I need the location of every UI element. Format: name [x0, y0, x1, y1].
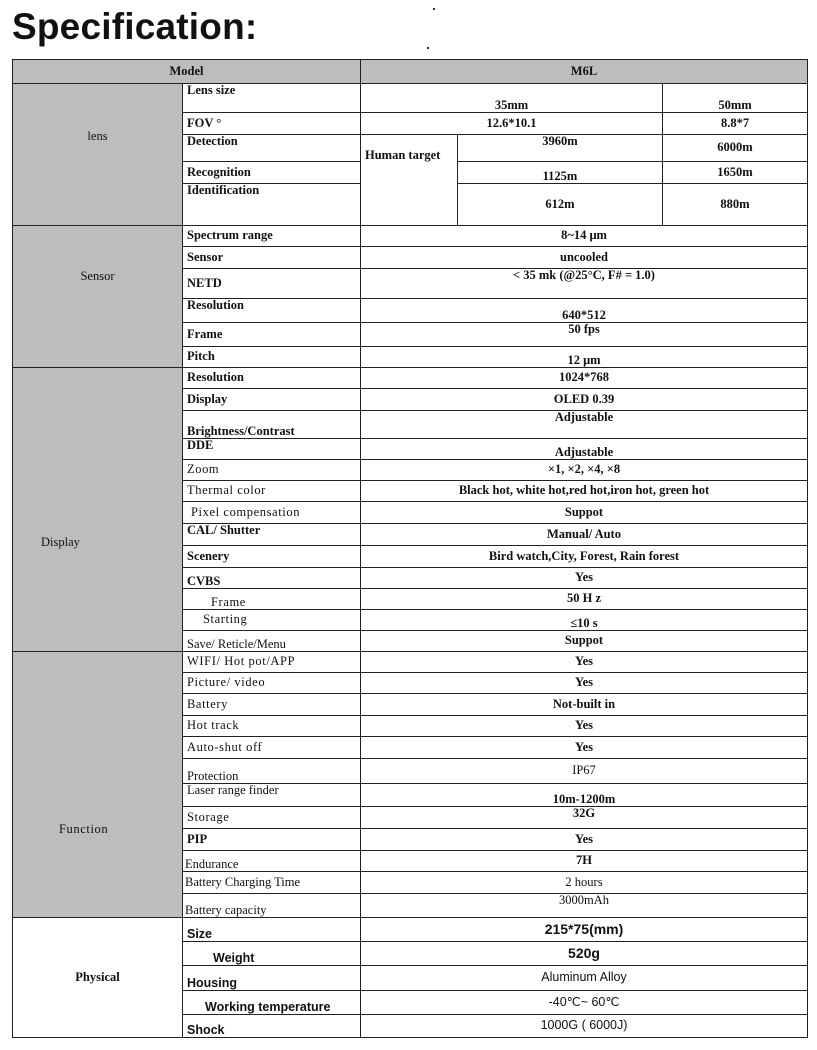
table-row: [13, 226, 808, 247]
param-label: NETD: [183, 269, 361, 299]
param-value: -40℃~ 60℃: [361, 991, 808, 1015]
param-value: Yes: [361, 829, 808, 851]
param-value: Yes: [361, 673, 808, 694]
param-value: 32G: [361, 807, 808, 829]
param-value: Adjustable: [361, 411, 808, 439]
param-label: Picture/ video: [183, 673, 361, 694]
param-label: Resolution: [183, 299, 361, 323]
param-label: Battery capacity: [183, 894, 361, 918]
param-label: FOV °: [183, 113, 361, 135]
param-label: Auto-shut off: [183, 737, 361, 759]
param-value: Yes: [361, 737, 808, 759]
param-label: Resolution: [183, 368, 361, 389]
table-row: [13, 368, 808, 389]
param-value: ≤10 s: [361, 610, 808, 631]
param-value: Manual/ Auto: [361, 524, 808, 546]
param-label: Zoom: [183, 460, 361, 481]
param-label: Working temperature: [183, 991, 361, 1015]
param-value: 35mm: [361, 84, 663, 113]
spec-table: [12, 59, 808, 1038]
param-label: Battery Charging Time: [183, 872, 361, 894]
param-value: 1000G ( 6000J): [361, 1015, 808, 1038]
param-value: 50mm: [663, 84, 808, 113]
page-title: Specification:: [12, 6, 258, 47]
param-value: 3000mAh: [361, 894, 808, 918]
param-value: 7H: [361, 851, 808, 872]
table-row: [13, 918, 808, 942]
param-label: Pixel compensation: [183, 502, 361, 524]
param-label: Shock: [183, 1015, 361, 1038]
param-value: 215*75(mm): [361, 918, 808, 942]
param-value: Yes: [361, 652, 808, 673]
param-label: Frame: [183, 589, 361, 610]
param-label: Thermal color: [183, 481, 361, 502]
param-label: Spectrum range: [183, 226, 361, 247]
category-display: Display: [13, 368, 183, 652]
param-label: Weight: [183, 942, 361, 966]
param-value: 612m: [458, 184, 663, 226]
param-value: 1125m: [458, 162, 663, 184]
param-label: Starting: [183, 610, 361, 631]
param-value: 8.8*7: [663, 113, 808, 135]
param-value: IP67: [361, 759, 808, 784]
param-label: Scenery: [183, 546, 361, 568]
param-value: 2 hours: [361, 872, 808, 894]
param-label: Lens size: [183, 84, 361, 113]
table-row: [13, 84, 808, 113]
speck-mark: [427, 47, 429, 49]
speck-mark: [433, 8, 435, 10]
param-value: ×1, ×2, ×4, ×8: [361, 460, 808, 481]
model-header: Model: [13, 60, 361, 84]
param-value: 12 μm: [361, 347, 808, 368]
param-value: 50 fps: [361, 323, 808, 347]
param-label: Save/ Reticle/Menu: [183, 631, 361, 652]
param-value: 3960m: [458, 135, 663, 162]
model-name-header: M6L: [361, 60, 808, 84]
param-value: < 35 mk (@25°C, F# = 1.0): [361, 269, 808, 299]
param-value: 880m: [663, 184, 808, 226]
param-value: Suppot: [361, 502, 808, 524]
param-value: 640*512: [361, 299, 808, 323]
param-label: Display: [183, 389, 361, 411]
param-label: Protection: [183, 759, 361, 784]
category-lens: lens: [13, 84, 183, 226]
param-value: 1650m: [663, 162, 808, 184]
param-value: Black hot, white hot,red hot,iron hot, green hot: [361, 481, 808, 502]
param-value: Not-built in: [361, 694, 808, 716]
param-value: OLED 0.39: [361, 389, 808, 411]
param-value: 50 H z: [361, 589, 808, 610]
param-label: Frame: [183, 323, 361, 347]
human-target-label: Human target: [361, 135, 458, 226]
param-value: 6000m: [663, 135, 808, 162]
param-value: Aluminum Alloy: [361, 966, 808, 991]
category-sensor: Sensor: [13, 226, 183, 368]
param-value: 8~14 μm: [361, 226, 808, 247]
param-label: Identification: [183, 184, 361, 226]
param-label: Sensor: [183, 247, 361, 269]
param-label: Recognition: [183, 162, 361, 184]
param-value: 520g: [361, 942, 808, 966]
param-value: 12.6*10.1: [361, 113, 663, 135]
param-label: Battery: [183, 694, 361, 716]
param-label: Laser range finder: [183, 784, 361, 807]
param-label: Detection: [183, 135, 361, 162]
param-value: uncooled: [361, 247, 808, 269]
param-label: Housing: [183, 966, 361, 991]
param-value: Bird watch,City, Forest, Rain forest: [361, 546, 808, 568]
param-label: DDE: [183, 439, 361, 460]
category-function: Function: [13, 652, 183, 918]
param-label: CAL/ Shutter: [183, 524, 361, 546]
param-label: Pitch: [183, 347, 361, 368]
header-row: [13, 60, 808, 84]
param-value: 10m-1200m: [361, 784, 808, 807]
param-label: Storage: [183, 807, 361, 829]
param-label: PIP: [183, 829, 361, 851]
category-physical: Physical: [13, 918, 183, 1038]
param-label: WIFI/ Hot pot/APP: [183, 652, 361, 673]
param-label: Brightness/Contrast: [183, 411, 361, 439]
param-label: CVBS: [183, 568, 361, 589]
table-row: [13, 652, 808, 673]
param-value: Yes: [361, 716, 808, 737]
param-value: Adjustable: [361, 439, 808, 460]
param-label: Endurance: [183, 851, 361, 872]
param-value: Yes: [361, 568, 808, 589]
param-label: Hot track: [183, 716, 361, 737]
param-value: Suppot: [361, 631, 808, 652]
param-value: 1024*768: [361, 368, 808, 389]
param-label: Size: [183, 918, 361, 942]
